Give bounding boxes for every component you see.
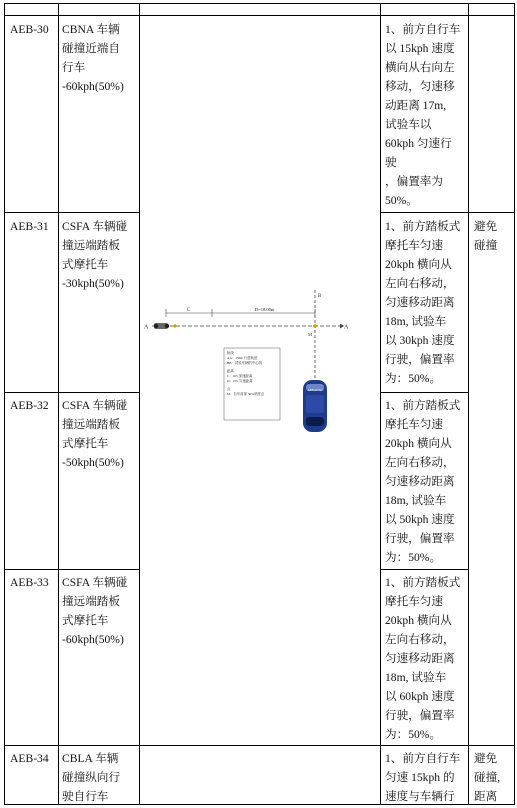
label-d: D=18.00m xyxy=(255,307,275,312)
legend-line-9: M：自车前部 50%宽度点 xyxy=(227,392,265,396)
row-aeb32-name: CSFA 车辆碰 撞远端踏板 式摩托车 -50kph(50%) xyxy=(62,399,128,469)
row-divider-32-33-desc xyxy=(380,569,468,570)
col-border-left xyxy=(4,3,5,805)
row-aeb30-id: AEB-30 xyxy=(10,23,49,36)
label-a-left: A xyxy=(144,324,149,331)
col-border-right xyxy=(514,3,515,805)
test-scenario-diagram xyxy=(140,280,380,450)
col-divider-desc xyxy=(468,3,469,805)
row-aeb31-result: 避免 碰撞 xyxy=(474,220,498,252)
label-c: C xyxy=(187,308,191,313)
row-divider-32-33 xyxy=(4,569,139,570)
row-aeb34-result: 避免 碰撞, 距离 xyxy=(474,752,501,803)
row-aeb32-description: 1、前方踏板式 摩托车匀速 20kph 横向从 左向右移动， 匀速移动距离 18m, 试验车 以 50kph 速度 行驶，偏置率 为：50%。 xyxy=(385,399,461,564)
row-divider-33-34 xyxy=(4,745,514,746)
row-aeb33-name: CSFA 车辆碰 撞远端踏板 式摩托车 -60kph(50%) xyxy=(62,576,128,646)
legend-line-6: D：15S 匀速距离 xyxy=(227,379,253,383)
point-m-marker xyxy=(313,324,317,328)
label-b: B xyxy=(318,294,322,299)
row-divider-31-32-desc xyxy=(380,392,468,393)
header-row-divider xyxy=(4,15,514,16)
row-aeb34-description: 1、前方自行车 匀速 15kph 的 速度与车辆行 xyxy=(385,752,461,803)
row-divider-30-31-desc xyxy=(380,212,514,213)
row-aeb34-name: CBLA 车辆 碰撞纵向行 驶自行车 xyxy=(62,752,120,803)
row-aeb33-id: AEB-33 xyxy=(10,576,49,589)
row-aeb34-id: AEB-34 xyxy=(10,752,49,765)
legend-line-4: 距离 xyxy=(227,369,234,373)
legend-line-2: BB：试验车辆的中心线 xyxy=(227,361,263,365)
row-aeb30-description: 1、前方自行车 以 15kph 速度 横向从右向左 移动，匀速移 动距离 17m, 试验车以 60kph 匀速行 驶 ，偏置率为 50%。 xyxy=(385,23,461,207)
col-divider-id xyxy=(58,3,59,805)
col-divider-diagram xyxy=(380,3,381,805)
row-aeb31-name: CSFA 车辆碰 撞远端踏板 式摩托车 -30kph(50%) xyxy=(62,220,128,290)
legend-line-0: 轨线 xyxy=(227,351,234,355)
test-vehicle-icon xyxy=(303,380,327,432)
label-a-right: A xyxy=(344,324,349,331)
label-m: M xyxy=(308,332,313,337)
legend-line-5: C：10S 加速距离 xyxy=(227,374,253,378)
row-divider-30-31 xyxy=(4,212,139,213)
legend-line-8: 点 xyxy=(227,387,231,391)
row-aeb31-description: 1、前方踏板式 摩托车匀速 20kph 横向从 左向右移动， 匀速移动距离 18m, 试验车 以 30kph 速度 行驶，偏置率 为：50%。 xyxy=(385,220,461,385)
row-aeb30-name: CBNA 车辆 碰撞近端自 行车 -60kph(50%) xyxy=(62,23,124,93)
table-border-top xyxy=(4,3,514,4)
legend-line-1: AA：150m 行进轨迹 xyxy=(227,356,258,360)
row-aeb32-id: AEB-32 xyxy=(10,399,49,412)
row-divider-31-32 xyxy=(4,392,139,393)
row-aeb33-description: 1、前方踏板式 摩托车匀速 20kph 横向从 左向右移动， 匀速移动距离 18m, 试验车 以 60kph 速度 行驶，偏置率 为：50%。 xyxy=(385,576,461,741)
row-aeb31-id: AEB-31 xyxy=(10,220,49,233)
vehicle-label: AEB AUTO xyxy=(307,388,323,392)
